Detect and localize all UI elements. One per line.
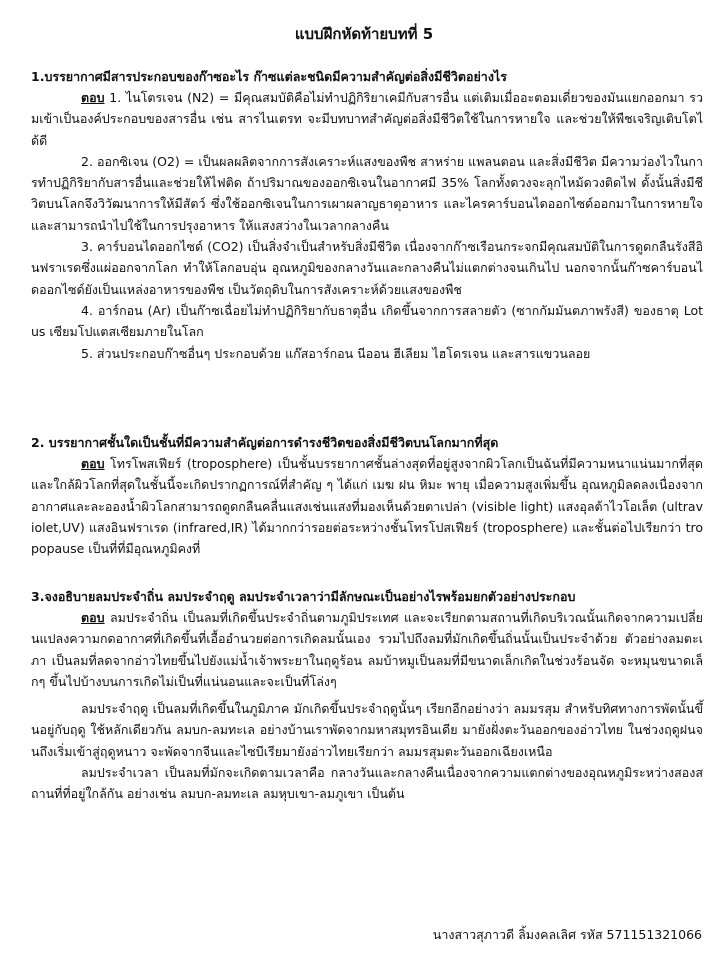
question-1-item-1 [31,87,703,151]
question-1-item-5: 5. ส่วนประกอบก๊าซอื่นๆ ประกอบด้วย แก๊สอาร์กอน นีออน ฮีเลียม ไฮโดรเจน และสารแขวนลอย [81,345,591,361]
question-2-heading: 2. บรรยากาศชั้นใดเป็นชั้นที่มีความสำคัญต่อการดำรงชีวิตของสิ่งมีชีวิตบนโลกมากที่สุด [31,435,499,450]
question-2-answer [31,453,703,559]
question-2-section [31,432,703,559]
question-3-local-wind [31,607,703,692]
question-1-section [31,66,703,364]
question-3-daily-wind: ลมประจำเวลา เป็นลมที่มักจะเกิดตามเวลาคือ กลางวันและกลางคืนเนื่องจากความแตกต่างของอุณหภูมิระหว่างสองสถานที่ที่อยู่ใกล้กัน อย่างเช่น ลมบก-ลมทะเล ลมหุบเขา-ลมภูเขา เป็นต้น [31,765,703,802]
page-title: แบบฝึกหัดท้ายบทที่ 5 [294,25,434,43]
author-signature: นางสาวสุภาวดี ลิ้มงคลเลิศ รหัส 571151321066 [432,927,702,942]
answer-label: ตอบ [81,90,105,105]
answer-label: ตอบ [81,456,105,471]
question-1-item-1-text: 1. ไนโตรเจน (N2) = มีคุณสมบัติคือไม่ทำปฏิกิริยาเคมีกับสารอื่น แต่เติมเมื่ออะตอมเดี่ยวของมันแยกออกมา รวมเข้าเป็นองค์ประกอบของสารอื่น เช่น สารไนเตรท จะมีบทบาทสำคัญต่อสิ่งมีชีวิตใช้ในการหายใจ และช่วยให้พืชเจริญเติบโตได้ดี [31,90,703,148]
question-2-answer-text: โทรโพสเฟียร์ (troposphere) เป็นชั้นบรรยากาศชั้นล่างสุดที่อยู่สูงจากผิวโลกเป็นฉันที่มีความหนาแน่นมากที่สุด และใกล้ผิวโลกที่สุดในชั้นนี้จะเกิดปรากฏการณ์ที่สำคัญ ๆ ได้แก่ เมฆ ฝน หิมะ พายุ เมื่อความสูงเพิ่มขึ้น อุณหภูมิลดลงเนื่องจากอากาศและละอองน้ำผิวโลกสามารถดูดกลืนคลื่นแสงเช่นแสงที่มองเห็นด้วยตาเปล่า (visible light) แสงอุลต้าไวโอเล็ต (ultraviolet,UV) แสงอินฟราเรด (infrared,IR) ได้มากกว่ารอยต่อระหว่างชั้นโทรโปสเฟียร์ (troposphere) และชั้นต่อไปเรียกว่า tropopause เป็นที่ที่มีอุณหภูมิคงที่ [31,456,703,557]
question-3-heading: 3.จงอธิบายลมประจำถิ่น ลมประจำฤดู ลมประจำเวลาว่ามีลักษณะเป็นอย่างไรพร้อมยกตัวอย่างประกอบ [31,589,576,604]
question-1-item-3: 3. คาร์บอนไดออกไซด์ (CO2) เป็นสิ่งจำเป็นสำหรับสิ่งมีชีวิต เนื่องจากก๊าซเรือนกระจกมีคุณสมบัติในการดูดกลืนรังสีอินฟราเรดซึ่งแผ่ออกจากโลก ทำให้โลกอบอุ่น อุณหภูมิของกลางวันและกลางคืนไม่แตกต่างจนเกินไป นอกจากนั้นก๊าซคาร์บอนไดออกไซด์ยังเป็นแหล่งอาหารของพืช เป็นวัตถุดิบในการสังเคราะห์ด้วยแสงของพืช [31,239,703,297]
question-1-item-4: 4. อาร์กอน (Ar) เป็นก๊าซเฉื่อยไม่ทำปฏิกิริยากับธาตุอื่น เกิดขึ้นจากการสลายตัว (ซากกัมมันตภาพรังสี) ของธาตุ Lotus เซียมโปแตสเซียมภายในโลก [31,302,703,340]
question-1-heading: 1.บรรยากาศมีสารประกอบของก๊าซอะไร ก๊าซแต่ละชนิดมีความสำคัญต่อสิ่งมีชีวิตอย่างไร [31,69,507,84]
question-3-seasonal-wind: ลมประจำฤดู เป็นลมที่เกิดขึ้นในภูมิภาค มักเกิดขึ้นประจำฤดูนั้นๆ เรียกอีกอย่างว่า ลมมรสุม สำหรับทิศทางการพัดนั้นขึ้นอยู่กับฤดู ใช้หลักเดียวกัน ลมบก-ลมทะเล อย่างบ้านเราพัดจากมหาสมุทรอินเดีย มายังฝั่งตะวันออกของอ่าวไทย ในช่วงฤดูฝนจนถึงเริ่มเข้าสู่ฤดูหนาว จะพัดจากจีนและไซบีเรียมายังอ่าวไทยเรียกว่า ลมมรสุมตะวันออกเฉียงเหนือ [31,701,703,759]
question-3-section [31,586,703,805]
question-1-item-2: 2. ออกซิเจน (O2) = เป็นผลผลิตจากการสังเคราะห์แสงของพืช สาหร่าย แพลนตอน และสิ่งมีชีวิต มีความว่องไวในการทำปฏิกิริยากับสารอื่นและช่วยให้ไฟติด ถ้าปริมาณของออกซิเจนในอากาศมี 35% โลกทั้งดวงจะลุกไหม้ดวงติดไฟ ดั้งนั้นสิ่งมีชีวิตบนโลกจึงวิวัฒนาการให้มีสัตว์ ซึ่งใช้ออกซิเจนในการเผาผลาญธาตุอาหาร และไครคาร์บอนไดออกไซด์ออกมาในการหายใจ และสามารถนำไปใช้ในการปรุงอาหาร ให้แสงสว่างในเวลากลางคืน [31,153,703,233]
answer-label: ตอบ [81,610,105,625]
question-3-local-wind-text: ลมประจำถิ่น เป็นลมที่เกิดขึ้นประจำถิ่นตามภูมิประเทศ และจะเรียกตามสถานที่เกิดบริเวณนั้นเกิดจากความเปลี่ยนแปลงความกดอากาศที่เกิดขึ้นที่เอื้ออำนวยต่อการเกิดลมนั้นเอง รวมไปถึงลมที่มักเกิดขึ้นถิ่นนั้นเป็นประจำด้วย ตัวอย่างลมตะเภา เป็นลมที่ลดจากอ่าวไทยขึ้นไปยังแม่น้ำเจ้าพระยาในฤดูร้อน ลมบ้าหมูเป็นลมที่มีขนาดเล็กเกิดในช่วงร้อนจัด จะหมุนขนาดเล็กๆ ขึ้นไปบ้างบนการเกิดไม่เป็นที่แน่นอนและจะเป็นที่โล่งๆ [31,610,703,689]
